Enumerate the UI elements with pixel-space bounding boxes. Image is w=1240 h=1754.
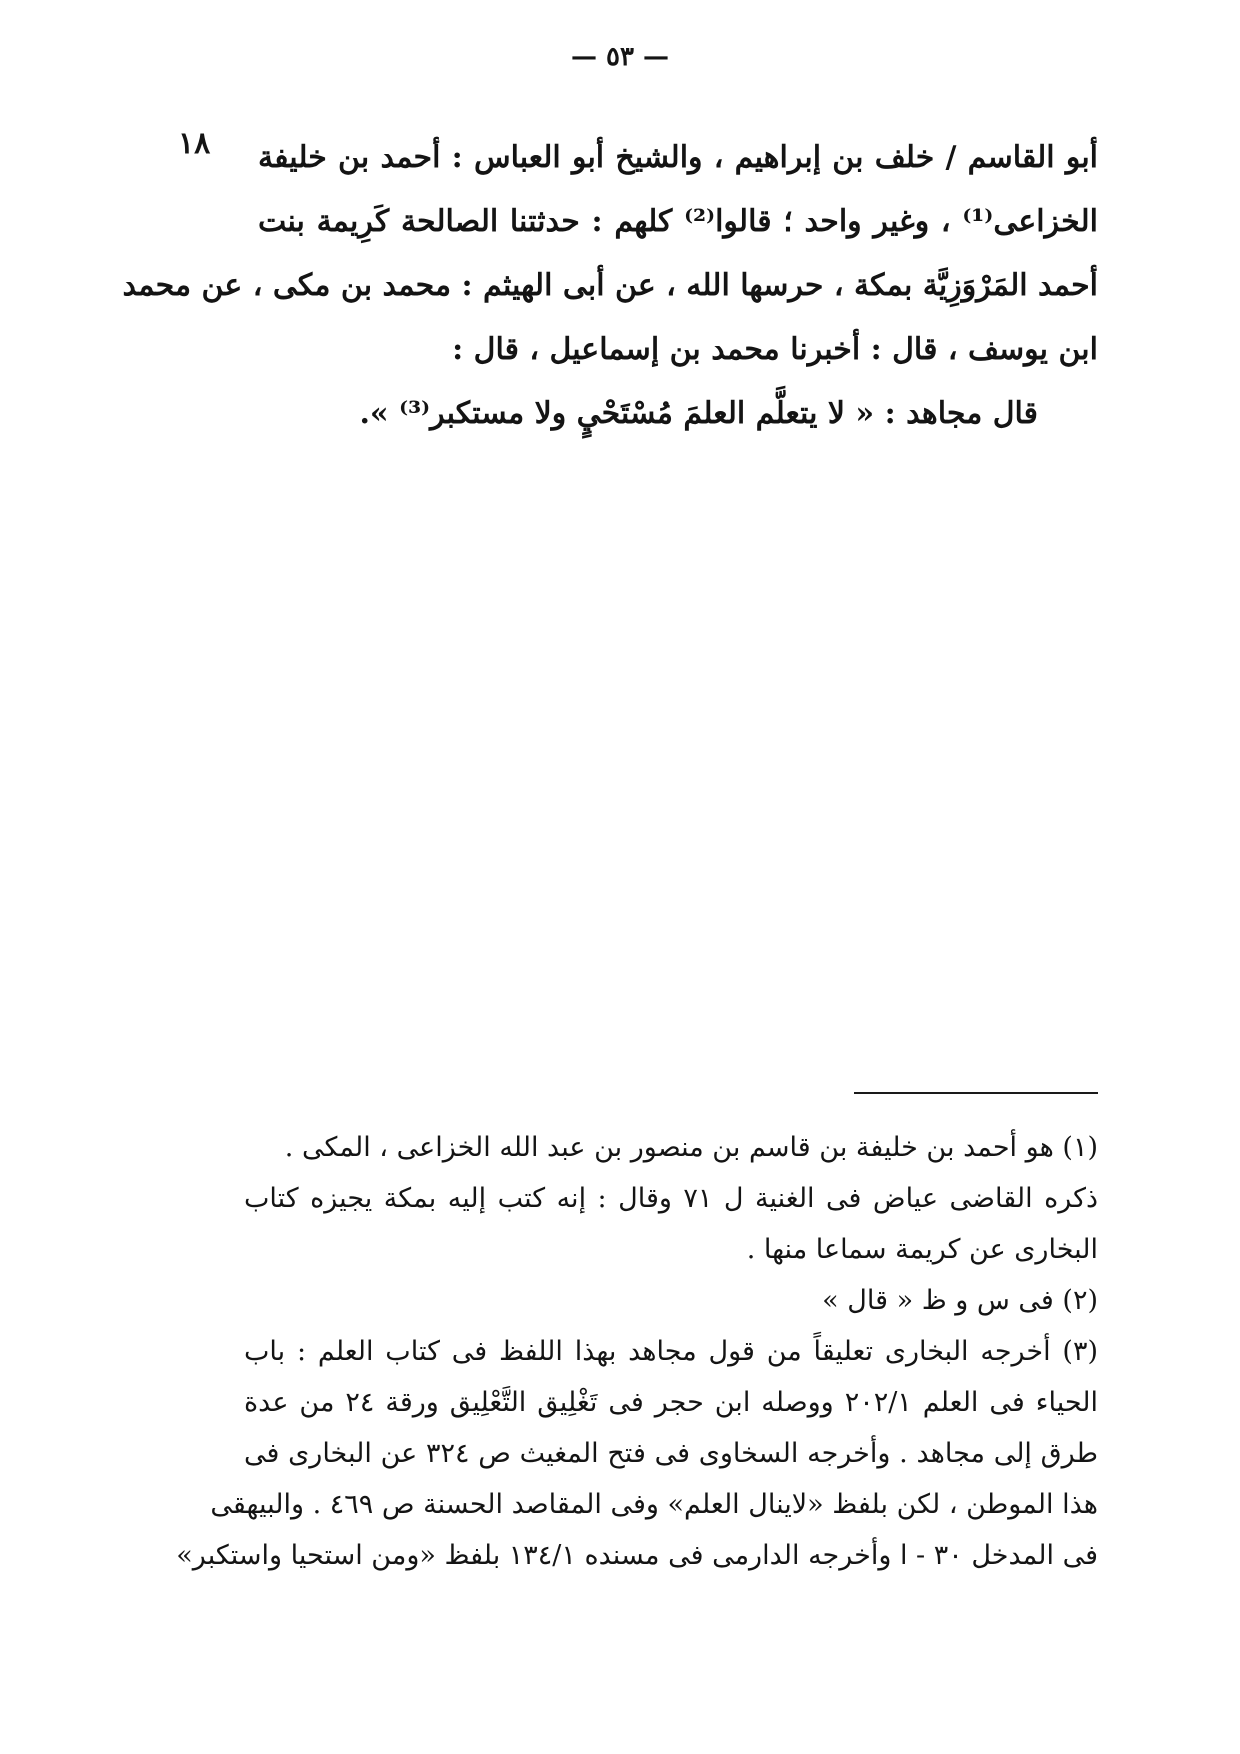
footnote-line: فى المدخل ٣٠ - ا وأخرجه الدارمى فى مسنده ١٣٤/١ بلفظ «ومن استحيا واستكبر» [176, 1540, 1098, 1571]
footnote-line: طرق إلى مجاهد . وأخرجه السخاوى فى فتح المغيث ص ٣٢٤ عن البخارى فى [244, 1438, 1099, 1469]
entry-number: ١٨ [178, 126, 211, 161]
footnote-line: (٢) فى س و ظ « قال » [822, 1285, 1098, 1316]
main-text-line: ابن يوسف ، قال : أخبرنا محمد بن إسماعيل ، قال : [452, 332, 1098, 367]
main-text-line: الخزاعى⁽¹⁾ ، وغير واحد ؛ قالوا⁽²⁾ كلهم : حدثتنا الصالحة كَرِيمة بنت [258, 204, 1098, 239]
main-text-line: أبو القاسم / خلف بن إبراهيم ، والشيخ أبو العباس : أحمد بن خليفة [258, 140, 1098, 175]
page-number: — ٥٣ — [570, 42, 670, 72]
footnote-line: (١) هو أحمد بن خليفة بن قاسم بن منصور بن عبد الله الخزاعى ، المكى . [284, 1132, 1098, 1163]
footnote-line: ذكره القاضى عياض فى الغنية ل ٧١ وقال : إنه كتب إليه بمكة يجيزه كتاب [244, 1183, 1098, 1214]
footnote-separator [854, 1092, 1098, 1094]
quote-line: قال مجاهد : « لا يتعلَّم العلمَ مُسْتَحْيٍ ولا مستكبر⁽³⁾ ». [359, 396, 1038, 431]
main-text-line: أحمد المَرْوَزِيَّة بمكة ، حرسها الله ، عن أبى الهيثم : محمد بن مكى ، عن محمد [122, 268, 1098, 303]
footnote-line: هذا الموطن ، لكن بلفظ «لاينال العلم» وفى المقاصد الحسنة ص ٤٦٩ . والبيهقى [210, 1489, 1098, 1520]
footnote-line: (٣) أخرجه البخارى تعليقاً من قول مجاهد بهذا اللفظ فى كتاب العلم : باب [244, 1336, 1098, 1367]
footnotes-block [176, 1122, 1099, 1581]
footnote-line: الحياء فى العلم ٢٠٢/١ ووصله ابن حجر فى تَغْلِيق التَّعْلِيق ورقة ٢٤ من عدة [244, 1387, 1099, 1418]
footnote-line: البخارى عن كريمة سماعا منها . [746, 1234, 1098, 1265]
